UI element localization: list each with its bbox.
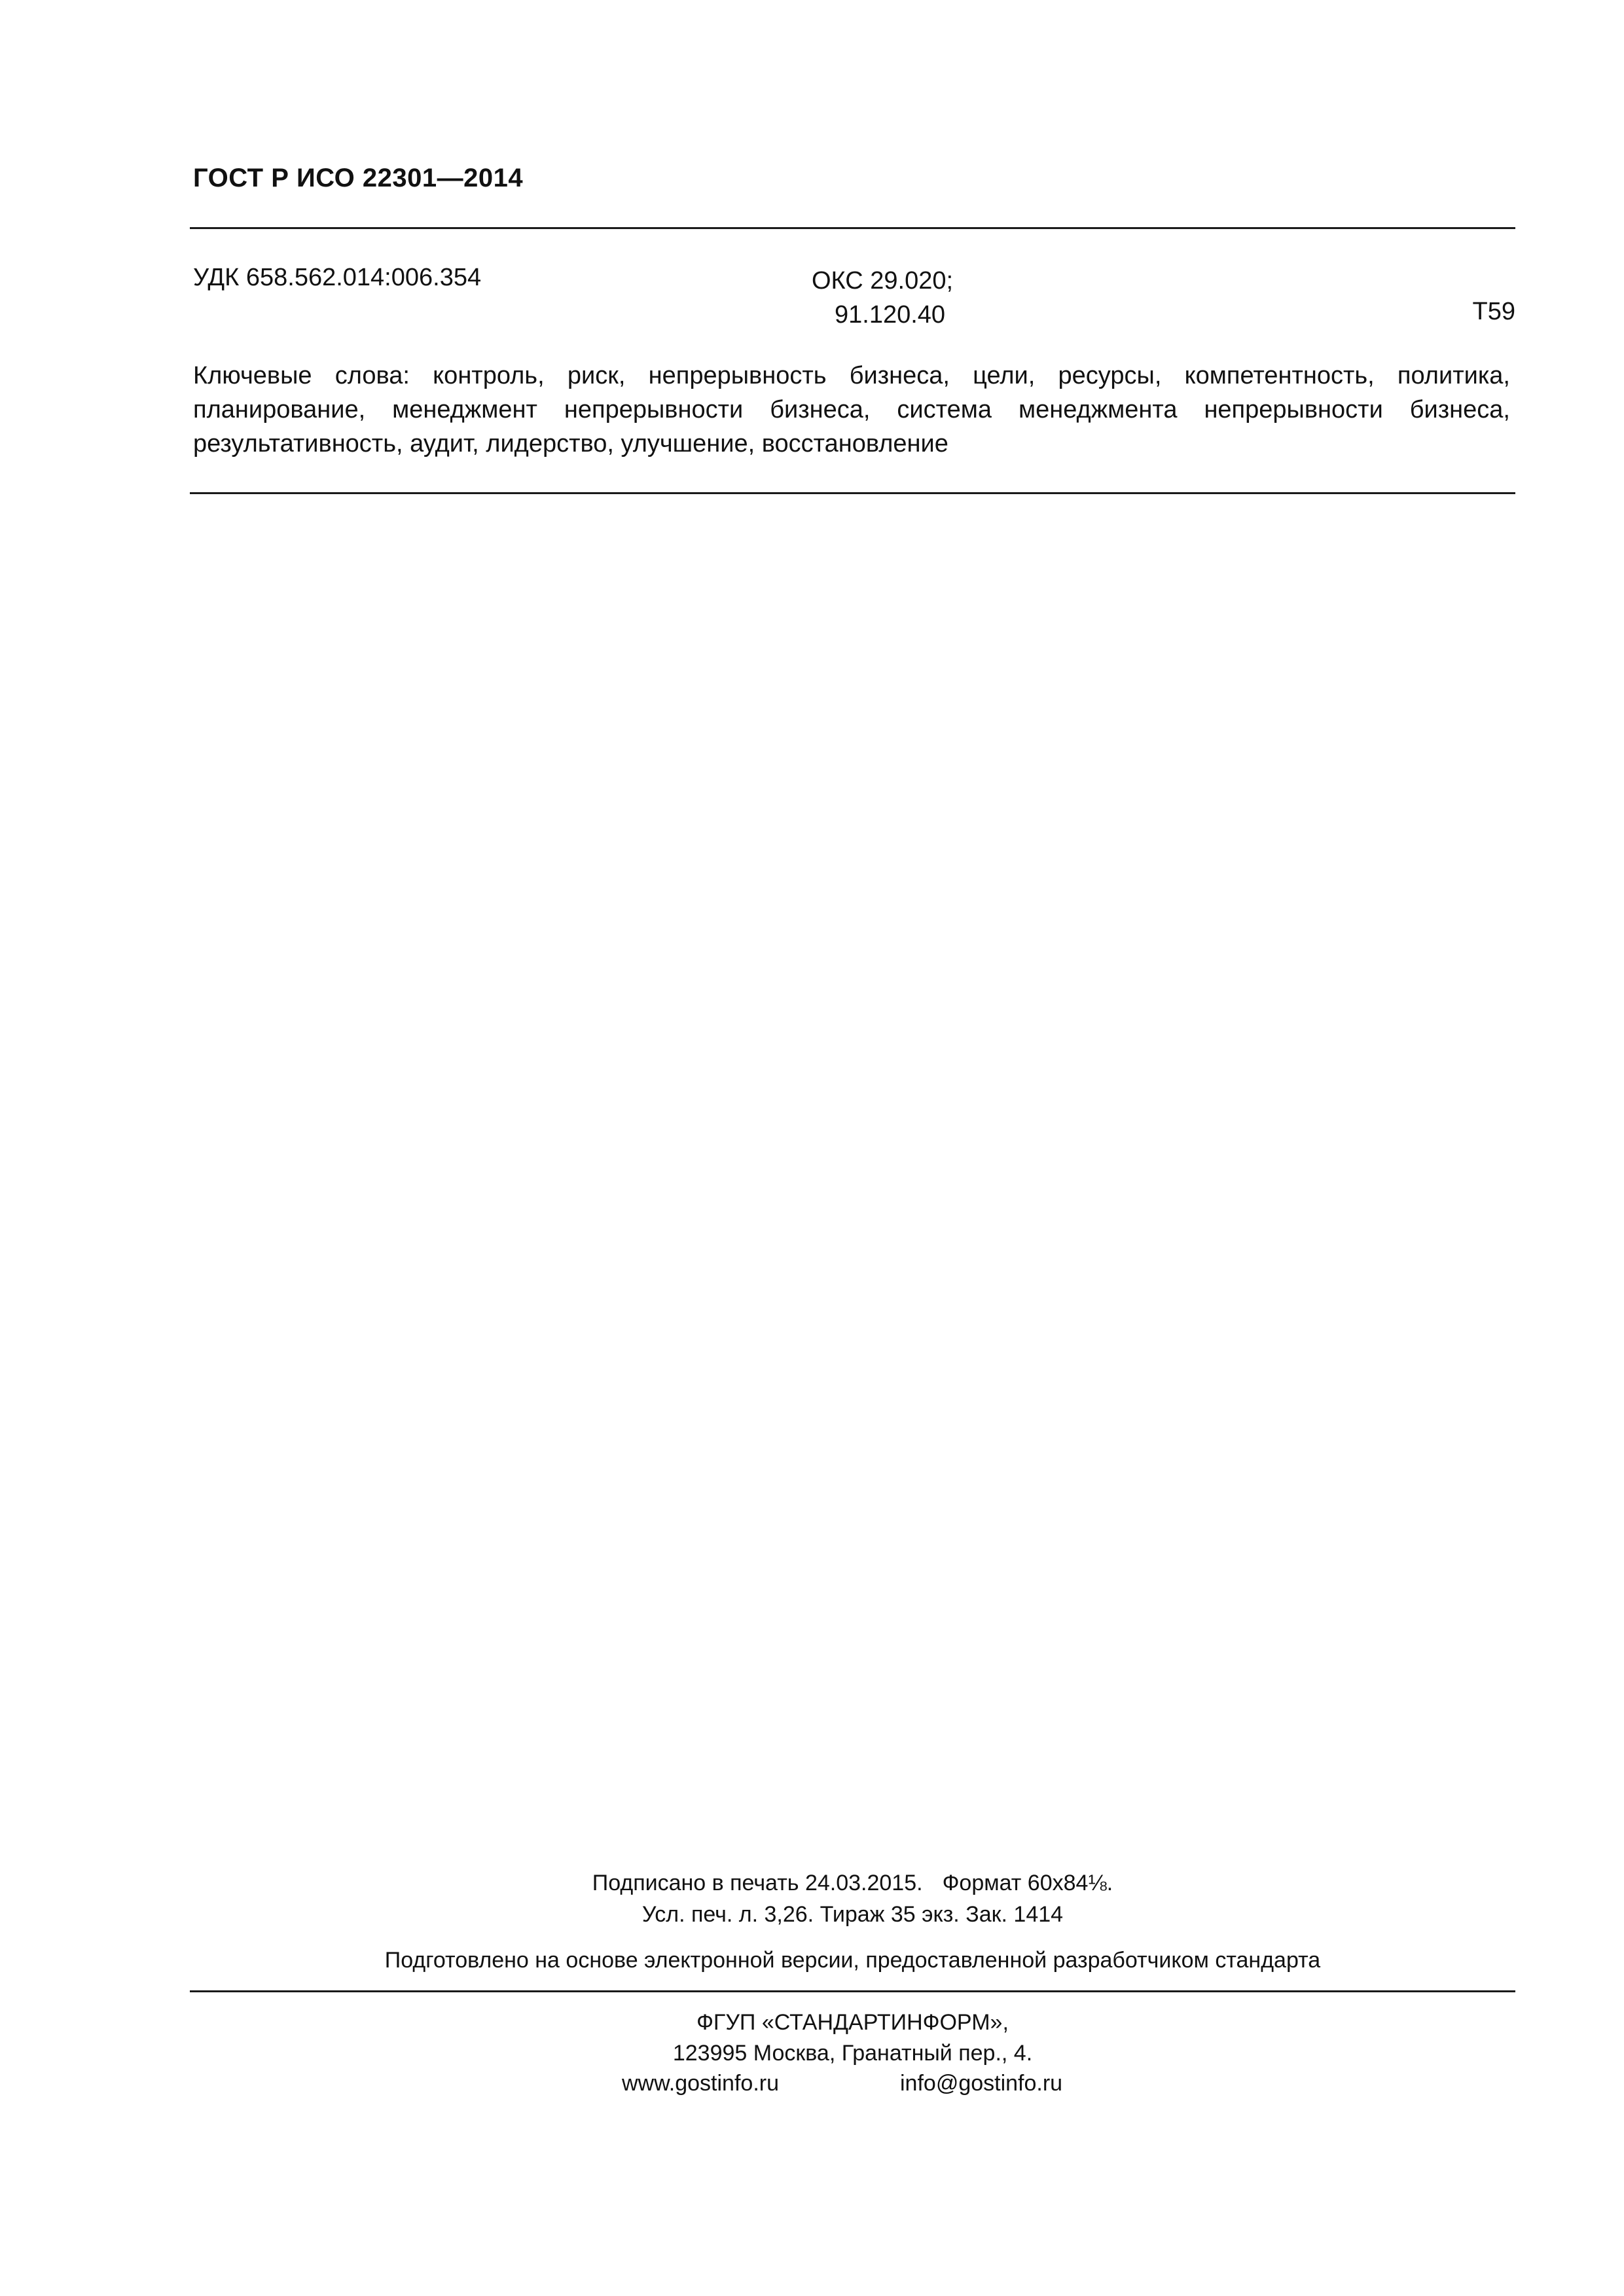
publisher-website-link[interactable]: www.gostinfo.ru <box>622 2071 779 2096</box>
oks-code-line-1: ОКС 29.020; <box>812 267 954 295</box>
footer-divider <box>190 1990 1515 1992</box>
udc-code: УДК 658.562.014:006.354 <box>193 264 482 291</box>
imprint-signed-date: Подписано в печать 24.03.2015. <box>592 1871 923 1895</box>
imprint-signed-line <box>190 1867 1515 1899</box>
oks-code-line-2: 91.120.40 <box>835 301 946 329</box>
oks-codes <box>812 264 953 332</box>
imprint-sheets-line: Усл. печ. л. 3,26. Тираж 35 экз. Зак. 1414 <box>641 1902 1064 1927</box>
imprint-prepared-line: Подготовлено на основе электронной версии, предоставленной разработчиком стандарта <box>384 1948 1321 1973</box>
document-code: ГОСТ Р ИСО 22301—2014 <box>193 164 524 192</box>
publisher-address: 123995 Москва, Гранатный пер., 4. <box>672 2041 1033 2066</box>
imprint-format: Формат 60x84⅛. <box>942 1871 1113 1895</box>
publisher-name: ФГУП «СТАНДАРТИНФОРМ», <box>696 2010 1009 2035</box>
keywords-divider <box>190 492 1515 494</box>
group-code: Т59 <box>1472 298 1515 325</box>
keywords-paragraph: Ключевые слова: контроль, риск, непрерывность бизнеса, цели, ресурсы, компетентность, политика, планирование, менеджмент непрерывности бизнеса, система менеджмента непрерывности бизнеса, результативность, аудит, лидерство, улучшение, восстановление <box>193 362 1510 457</box>
header-divider <box>190 227 1515 229</box>
publisher-email-link[interactable]: info@gostinfo.ru <box>900 2071 1063 2096</box>
